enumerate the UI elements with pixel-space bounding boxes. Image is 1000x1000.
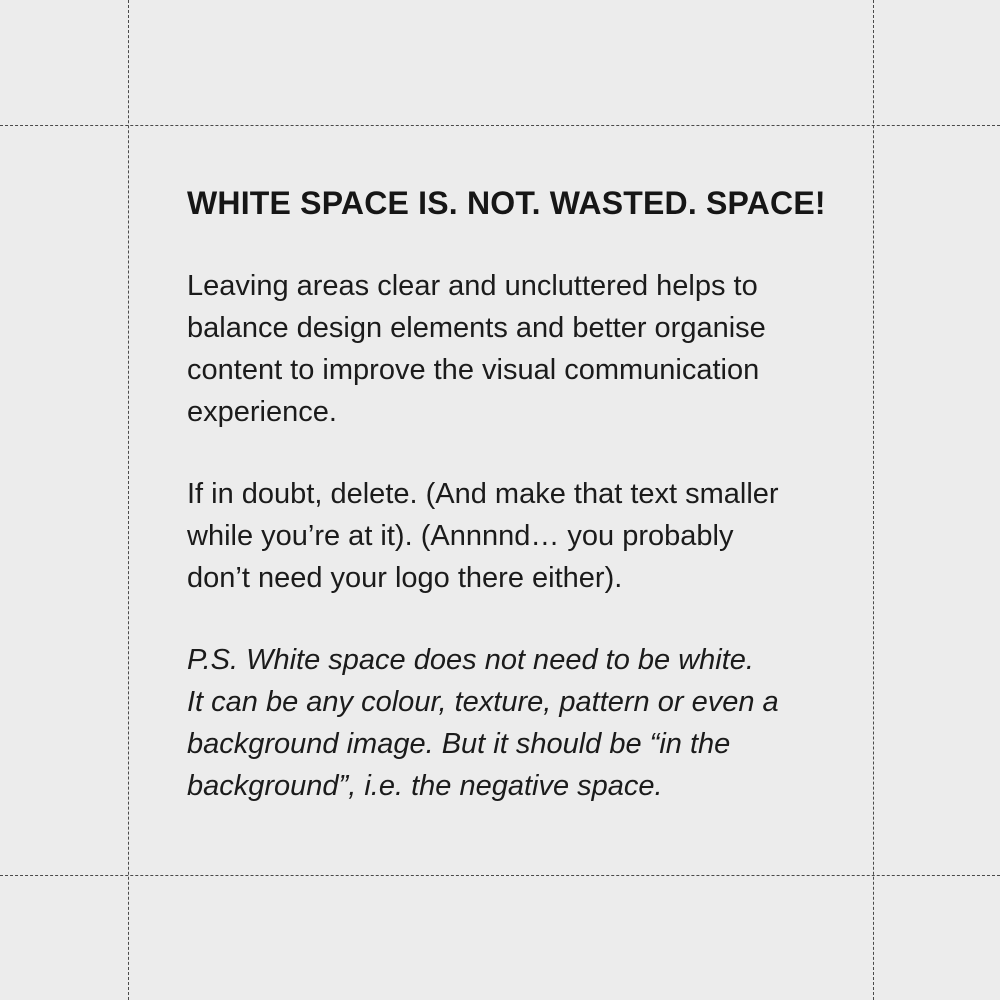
text-block <box>187 180 847 807</box>
paragraph-advice <box>187 473 847 599</box>
paragraph-line: content to improve the visual communication <box>187 354 760 386</box>
postscript-line: It can be any colour, texture, pattern or even a <box>187 686 779 718</box>
postscript-note <box>187 639 847 807</box>
paragraph-line: balance design elements and better organise <box>187 312 766 344</box>
bottom-dashed-guide <box>0 875 1000 876</box>
paragraph-line: while you’re at it). (Annnnd… you probably <box>187 520 734 552</box>
paragraph-line: Leaving areas clear and uncluttered helps to <box>187 270 758 302</box>
left-dashed-guide <box>128 0 129 1000</box>
paragraph-intro <box>187 265 847 433</box>
postscript-line: P.S. White space does not need to be white. <box>187 644 754 676</box>
paragraph-line: If in doubt, delete. (And make that text smaller <box>187 478 779 510</box>
postscript-line: background image. But it should be “in the <box>187 728 731 760</box>
top-dashed-guide <box>0 125 1000 126</box>
right-dashed-guide <box>873 0 874 1000</box>
postscript-line: background”, i.e. the negative space. <box>187 770 663 802</box>
paragraph-line: experience. <box>187 396 337 428</box>
page-title: WHITE SPACE IS. NOT. WASTED. SPACE! <box>187 185 826 221</box>
paragraph-line: don’t need your logo there either). <box>187 562 623 594</box>
